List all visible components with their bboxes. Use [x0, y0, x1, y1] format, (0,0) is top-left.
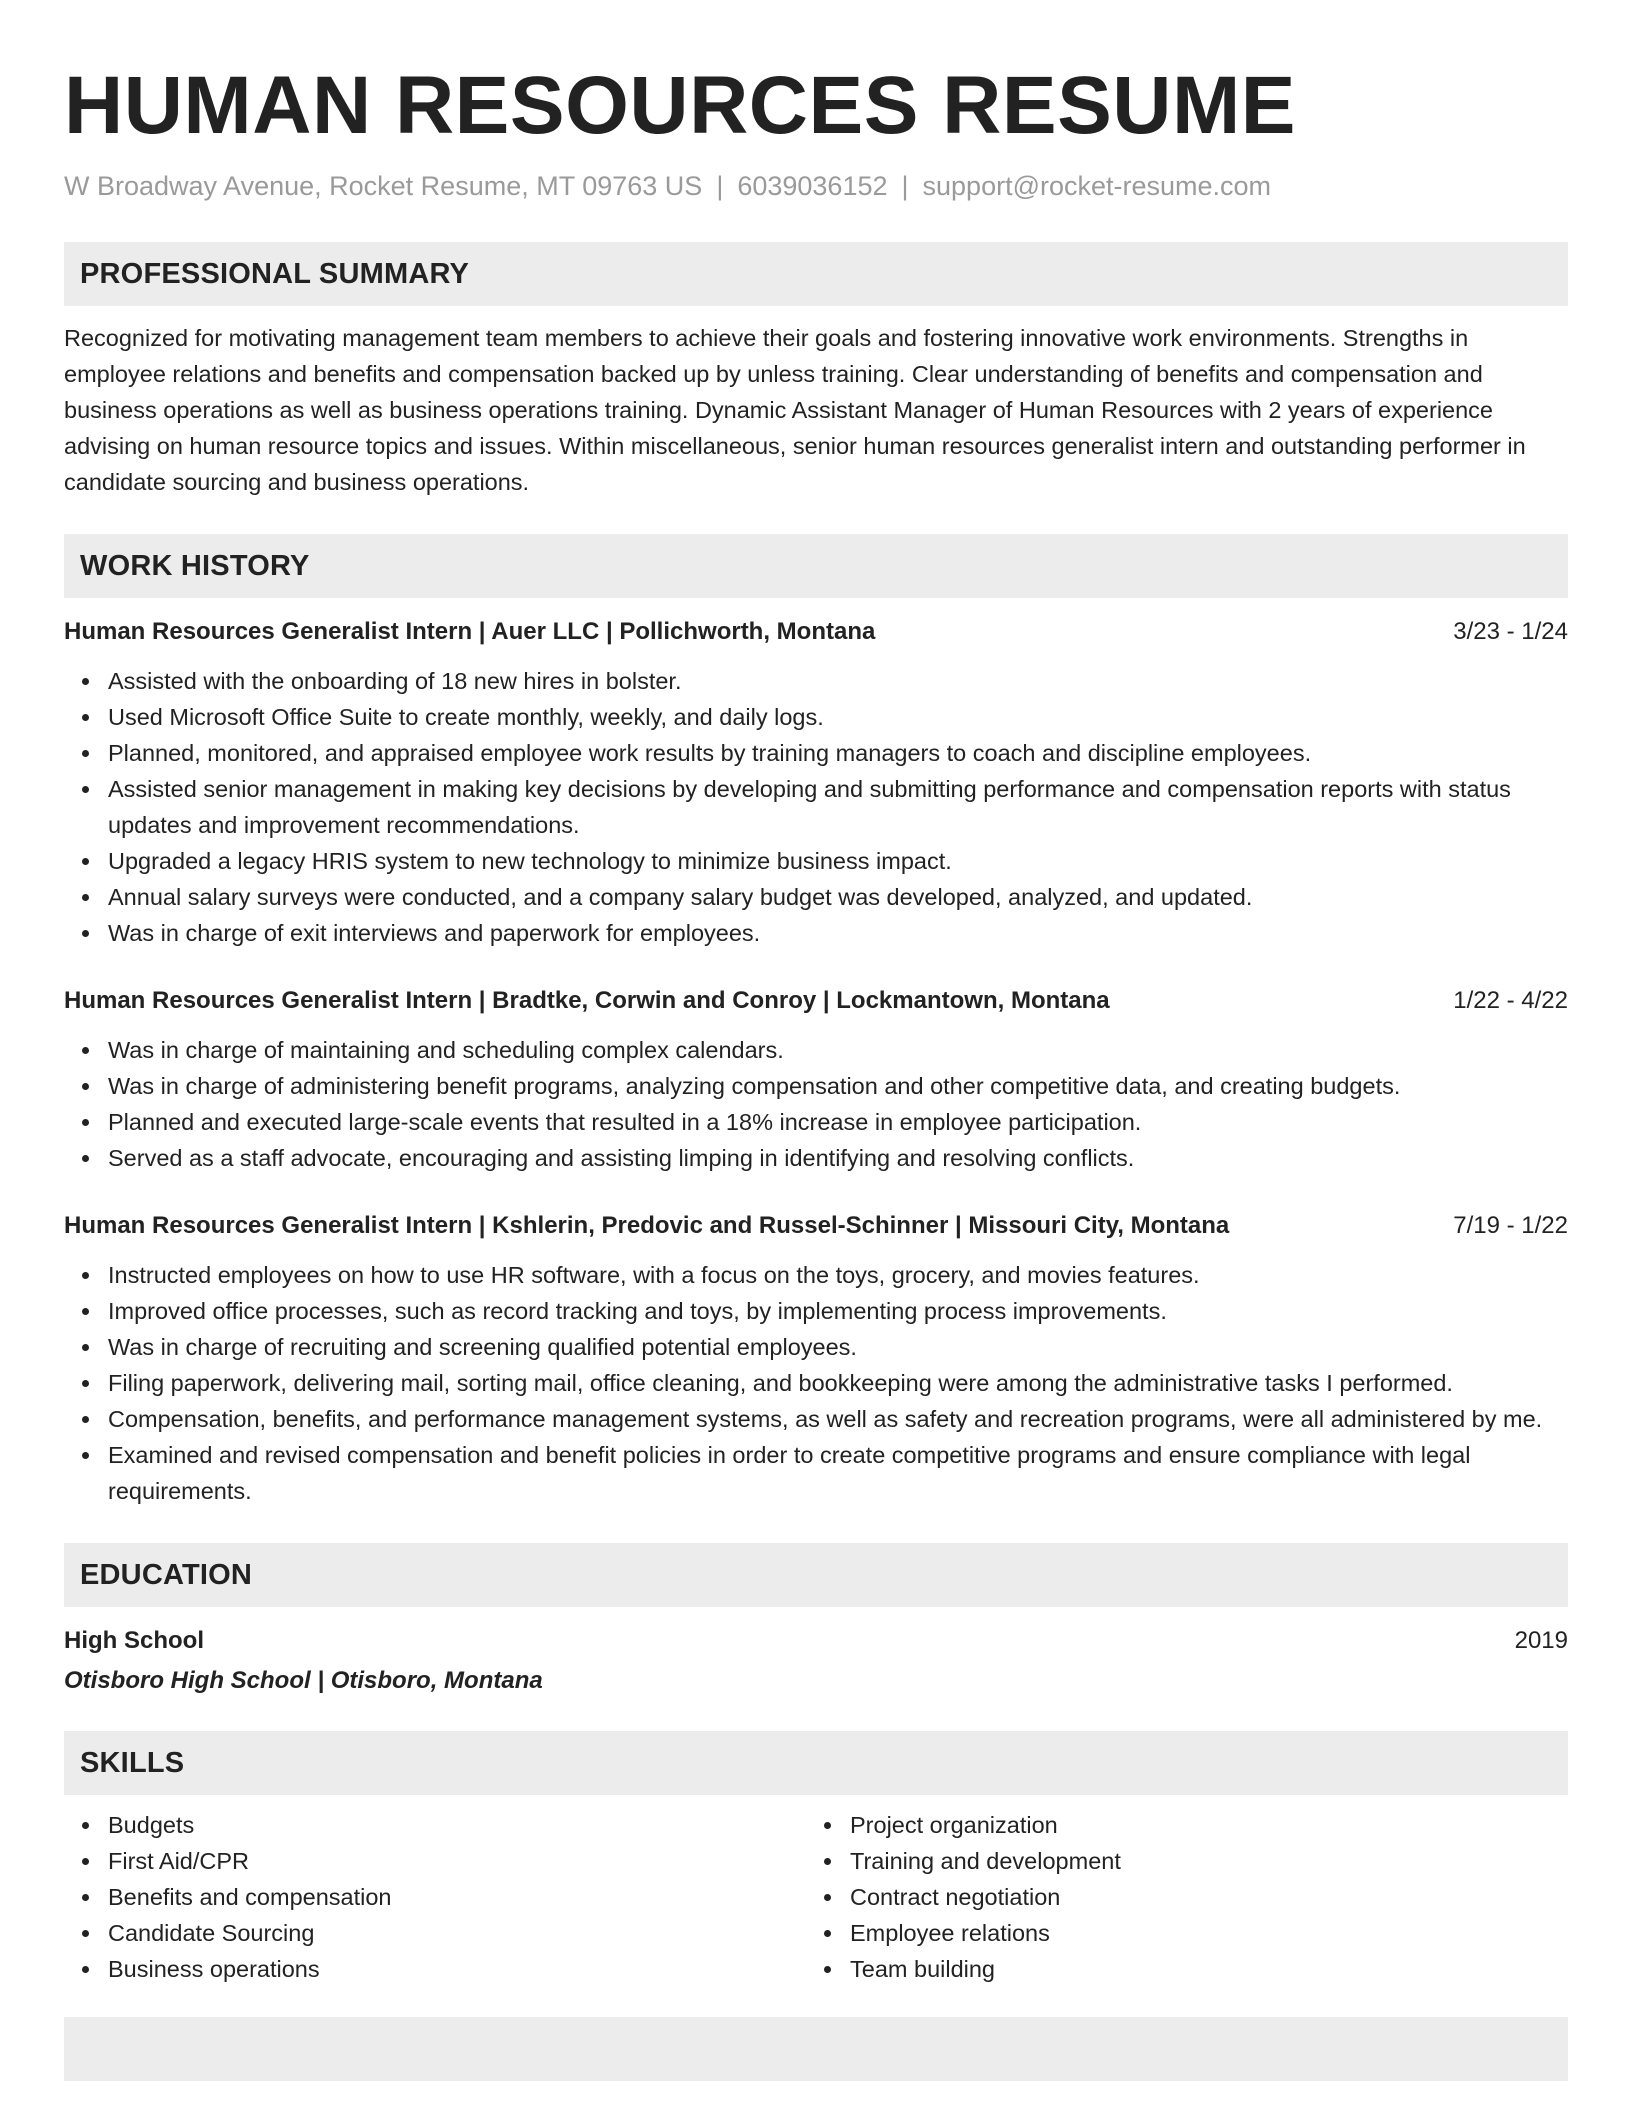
- job-bullets: [64, 663, 1568, 951]
- list-item: [850, 1951, 1548, 1987]
- list-item: [850, 1807, 1548, 1843]
- job-dates: 3/23 - 1/24: [1453, 618, 1568, 645]
- list-item: [108, 1104, 1568, 1140]
- skill-text: Contract negotiation: [850, 1884, 1061, 1910]
- list-item: [108, 1915, 806, 1951]
- contact-phone: 6039036152: [737, 171, 888, 201]
- education-school: Otisboro High School | Otisboro, Montana: [64, 1667, 543, 1694]
- bullet-icon: [82, 1858, 89, 1865]
- list-item-text: Instructed employees on how to use HR software, with a focus on the toys, grocery, and movies features.: [108, 1262, 1200, 1288]
- education-year: 2019: [1514, 1627, 1568, 1654]
- bullet-icon: [82, 1894, 89, 1901]
- job-entry: [64, 983, 1568, 1176]
- list-item-text: Examined and revised compensation and benefit policies in order to create competitive programs and ensure compliance with legal requirements.: [108, 1442, 1471, 1504]
- skill-text: Budgets: [108, 1812, 195, 1838]
- education-header: [64, 1623, 1568, 1659]
- contact-separator: |: [901, 171, 909, 201]
- bullet-icon: [82, 1344, 89, 1351]
- list-item-text: Upgraded a legacy HRIS system to new technology to minimize business impact.: [108, 848, 952, 874]
- job-bullets: [64, 1257, 1568, 1509]
- skill-text: Project organization: [850, 1812, 1058, 1838]
- bullet-icon: [824, 1822, 831, 1829]
- contact-line: [64, 168, 1568, 204]
- list-item: [108, 771, 1568, 843]
- contact-email: support@rocket-resume.com: [922, 171, 1272, 201]
- bullet-icon: [82, 714, 89, 721]
- list-item: [108, 1329, 1568, 1365]
- skill-text: First Aid/CPR: [108, 1848, 250, 1874]
- job-dates: 1/22 - 4/22: [1453, 987, 1568, 1014]
- bullet-icon: [824, 1930, 831, 1937]
- list-item: [108, 915, 1568, 951]
- bullet-icon: [82, 1272, 89, 1279]
- list-item: [108, 1140, 1568, 1176]
- resume-title: HUMAN RESOURCES RESUME: [64, 60, 1296, 151]
- section-header-summary: PROFESSIONAL SUMMARY: [64, 242, 1568, 306]
- skills-list: [806, 1807, 1548, 1987]
- job-entry: [64, 1208, 1568, 1509]
- list-item: [108, 1437, 1568, 1509]
- bullet-icon: [82, 1155, 89, 1162]
- list-item: [108, 1807, 806, 1843]
- bullet-icon: [82, 1308, 89, 1315]
- section-header-skills: SKILLS: [64, 1731, 1568, 1795]
- skill-text: Training and development: [850, 1848, 1121, 1874]
- list-item-text: Planned, monitored, and appraised employee work results by training managers to coach and discipline employees.: [108, 740, 1312, 766]
- section-header-education: EDUCATION: [64, 1543, 1568, 1607]
- job-header: [64, 614, 1568, 650]
- job-title: Human Resources Generalist Intern | Auer LLC | Pollichworth, Montana: [64, 618, 876, 645]
- bullet-icon: [82, 1966, 89, 1973]
- list-item: [108, 735, 1568, 771]
- bullet-icon: [82, 786, 89, 793]
- list-item: [108, 1401, 1568, 1437]
- summary-text: Recognized for motivating management team members to achieve their goals and fostering innovative work environments. Strengths in employee relations and benefits and compensation backed up by unless training. Clear understanding of benefits and compensation and business operations as well as business operations training. Dynamic Assistant Manager of Human Resources with 2 years of experience advising on human resource topics and issues. Within miscellaneous, senior human resources generalist intern and outstanding performer in candidate sourcing and business operations.: [64, 325, 1526, 495]
- bullet-icon: [824, 1966, 831, 1973]
- list-item-text: Improved office processes, such as record tracking and toys, by implementing process improvements.: [108, 1298, 1167, 1324]
- list-item-text: Planned and executed large-scale events that resulted in a 18% increase in employee participation.: [108, 1109, 1142, 1135]
- bullet-icon: [82, 1047, 89, 1054]
- bullet-icon: [82, 1822, 89, 1829]
- job-title: Human Resources Generalist Intern | Kshlerin, Predovic and Russel-Schinner | Missouri City, Montana: [64, 1212, 1230, 1239]
- list-item: [108, 1951, 806, 1987]
- list-item-text: Was in charge of administering benefit programs, analyzing compensation and other competitive data, and creating budgets.: [108, 1073, 1401, 1099]
- skill-text: Benefits and compensation: [108, 1884, 392, 1910]
- list-item-text: Compensation, benefits, and performance management systems, as well as safety and recreation programs, were all administered by me.: [108, 1406, 1543, 1432]
- skill-text: Candidate Sourcing: [108, 1920, 315, 1946]
- skills-grid: [64, 1807, 1568, 1987]
- list-item: [108, 699, 1568, 735]
- list-item: [108, 1843, 806, 1879]
- skills-list: [64, 1807, 806, 1987]
- list-item: [108, 663, 1568, 699]
- list-item: [108, 879, 1568, 915]
- list-item: [108, 843, 1568, 879]
- skills-column-right: [806, 1807, 1548, 1987]
- contact-separator: |: [716, 171, 724, 201]
- job-header: [64, 983, 1568, 1019]
- job-title: Human Resources Generalist Intern | Bradtke, Corwin and Conroy | Lockmantown, Montana: [64, 987, 1110, 1014]
- education-degree: High School: [64, 1627, 204, 1654]
- bullet-icon: [82, 750, 89, 757]
- list-item: [108, 1032, 1568, 1068]
- list-item-text: Used Microsoft Office Suite to create monthly, weekly, and daily logs.: [108, 704, 824, 730]
- job-bullets: [64, 1032, 1568, 1176]
- list-item-text: Was in charge of maintaining and scheduling complex calendars.: [108, 1037, 784, 1063]
- list-item-text: Was in charge of exit interviews and paperwork for employees.: [108, 920, 761, 946]
- skill-text: Team building: [850, 1956, 996, 1982]
- contact-address: W Broadway Avenue, Rocket Resume, MT 09763 US: [64, 171, 703, 201]
- list-item-text: Annual salary surveys were conducted, and a company salary budget was developed, analyzed, and updated.: [108, 884, 1253, 910]
- skills-column-left: [64, 1807, 806, 1987]
- bullet-icon: [82, 894, 89, 901]
- list-item: [850, 1843, 1548, 1879]
- bullet-icon: [82, 1930, 89, 1937]
- section-header-next: [64, 2017, 1568, 2081]
- list-item-text: Assisted senior management in making key decisions by developing and submitting performance and compensation reports with status updates and improvement recommendations.: [108, 776, 1511, 838]
- job-dates: 7/19 - 1/22: [1453, 1212, 1568, 1239]
- list-item: [108, 1365, 1568, 1401]
- job-entry: [64, 614, 1568, 951]
- bullet-icon: [824, 1894, 831, 1901]
- list-item: [108, 1068, 1568, 1104]
- list-item-text: Filing paperwork, delivering mail, sorting mail, office cleaning, and bookkeeping were among the administrative tasks I performed.: [108, 1370, 1453, 1396]
- list-item-text: Was in charge of recruiting and screening qualified potential employees.: [108, 1334, 857, 1360]
- bullet-icon: [82, 1119, 89, 1126]
- education-entry: [64, 1623, 1568, 1699]
- bullet-icon: [82, 1083, 89, 1090]
- bullet-icon: [82, 1452, 89, 1459]
- bullet-icon: [824, 1858, 831, 1865]
- skill-text: Employee relations: [850, 1920, 1050, 1946]
- bullet-icon: [82, 1416, 89, 1423]
- bullet-icon: [82, 678, 89, 685]
- resume-page: [64, 0, 1568, 2081]
- list-item: [850, 1879, 1548, 1915]
- list-item: [108, 1879, 806, 1915]
- list-item: [108, 1293, 1568, 1329]
- list-item-text: Assisted with the onboarding of 18 new hires in bolster.: [108, 668, 682, 694]
- list-item: [108, 1257, 1568, 1293]
- list-item-text: Served as a staff advocate, encouraging and assisting limping in identifying and resolving conflicts.: [108, 1145, 1135, 1171]
- skill-text: Business operations: [108, 1956, 320, 1982]
- section-header-work-history: WORK HISTORY: [64, 534, 1568, 598]
- bullet-icon: [82, 1380, 89, 1387]
- job-header: [64, 1208, 1568, 1244]
- bullet-icon: [82, 858, 89, 865]
- bullet-icon: [82, 930, 89, 937]
- list-item: [850, 1915, 1548, 1951]
